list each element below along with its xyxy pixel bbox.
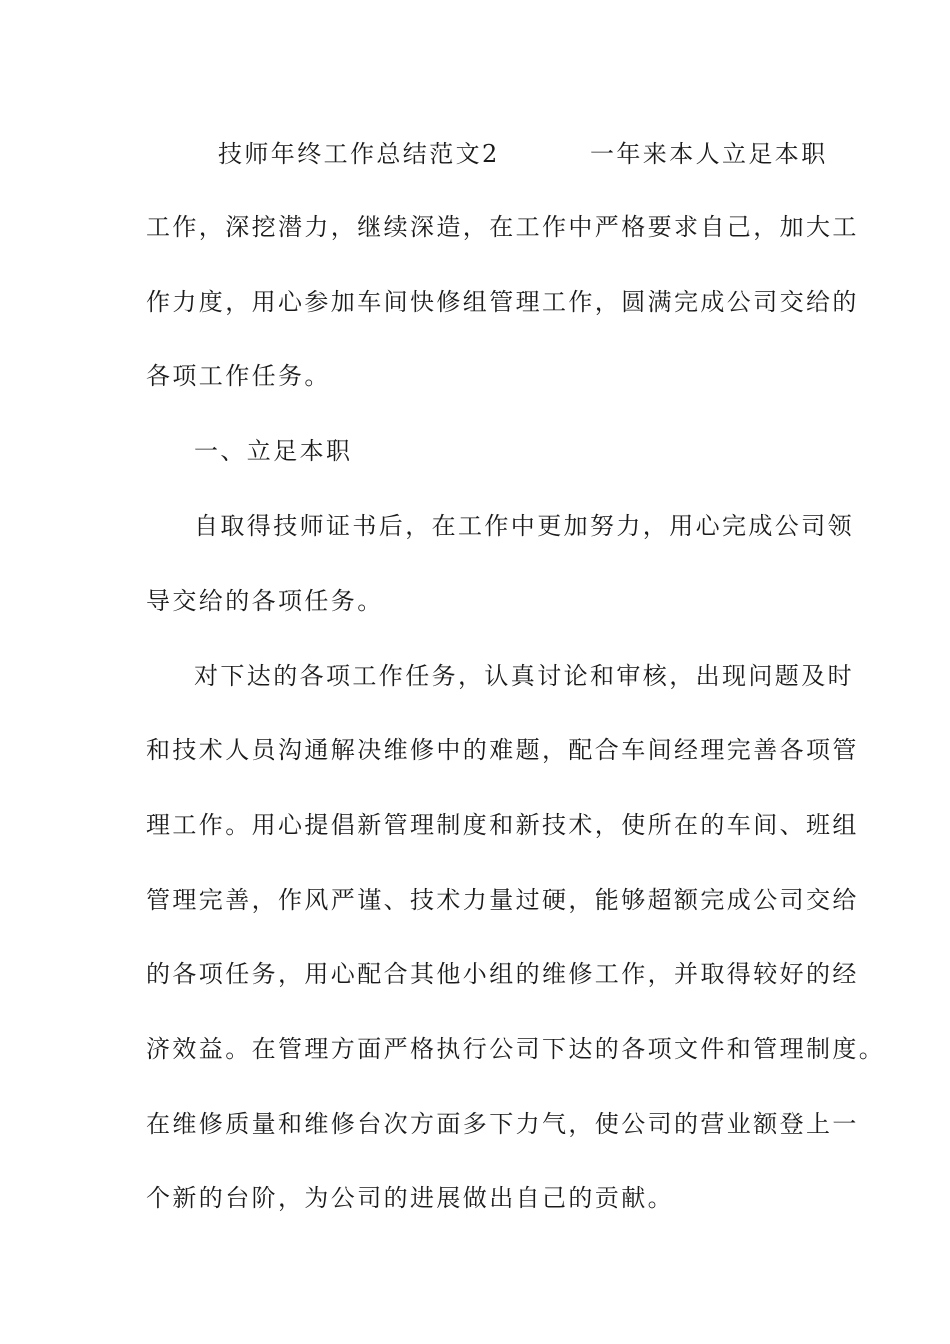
- section-heading: 一、立足本职: [194, 437, 353, 465]
- paragraph-line: 作力度，用心参加车间快修组管理工作，圆满完成公司交给的: [146, 288, 859, 316]
- paragraph-line: 工作，深挖潜力，继续深造，在工作中严格要求自己，加大工: [146, 213, 859, 241]
- document-title: 技师年终工作总结范文2: [218, 140, 500, 168]
- paragraph-line: 各项工作任务。: [146, 362, 331, 390]
- paragraph-line: 导交给的各项任务。: [146, 587, 384, 615]
- paragraph-line: 对下达的各项工作任务，认真讨论和审核，出现问题及时: [194, 662, 854, 690]
- paragraph-line: 一年来本人立足本职: [590, 140, 828, 168]
- paragraph-line: 自取得技师证书后，在工作中更加努力，用心完成公司领: [194, 512, 854, 540]
- paragraph-line: 的各项任务，用心配合其他小组的维修工作，并取得较好的经: [146, 960, 859, 988]
- paragraph-line: 个新的台阶，为公司的进展做出自己的贡献。: [146, 1184, 674, 1212]
- paragraph-line: 济效益。在管理方面严格执行公司下达的各项文件和管理制度。: [146, 1035, 886, 1063]
- paragraph-line: 在维修质量和维修台次方面多下力气，使公司的营业额登上一: [146, 1110, 859, 1138]
- paragraph-line: 管理完善，作风严谨、技术力量过硬，能够超额完成公司交给: [146, 886, 859, 914]
- paragraph-line: 理工作。用心提倡新管理制度和新技术，使所在的车间、班组: [146, 811, 859, 839]
- paragraph-line: 和技术人员沟通解决维修中的难题，配合车间经理完善各项管: [146, 736, 859, 764]
